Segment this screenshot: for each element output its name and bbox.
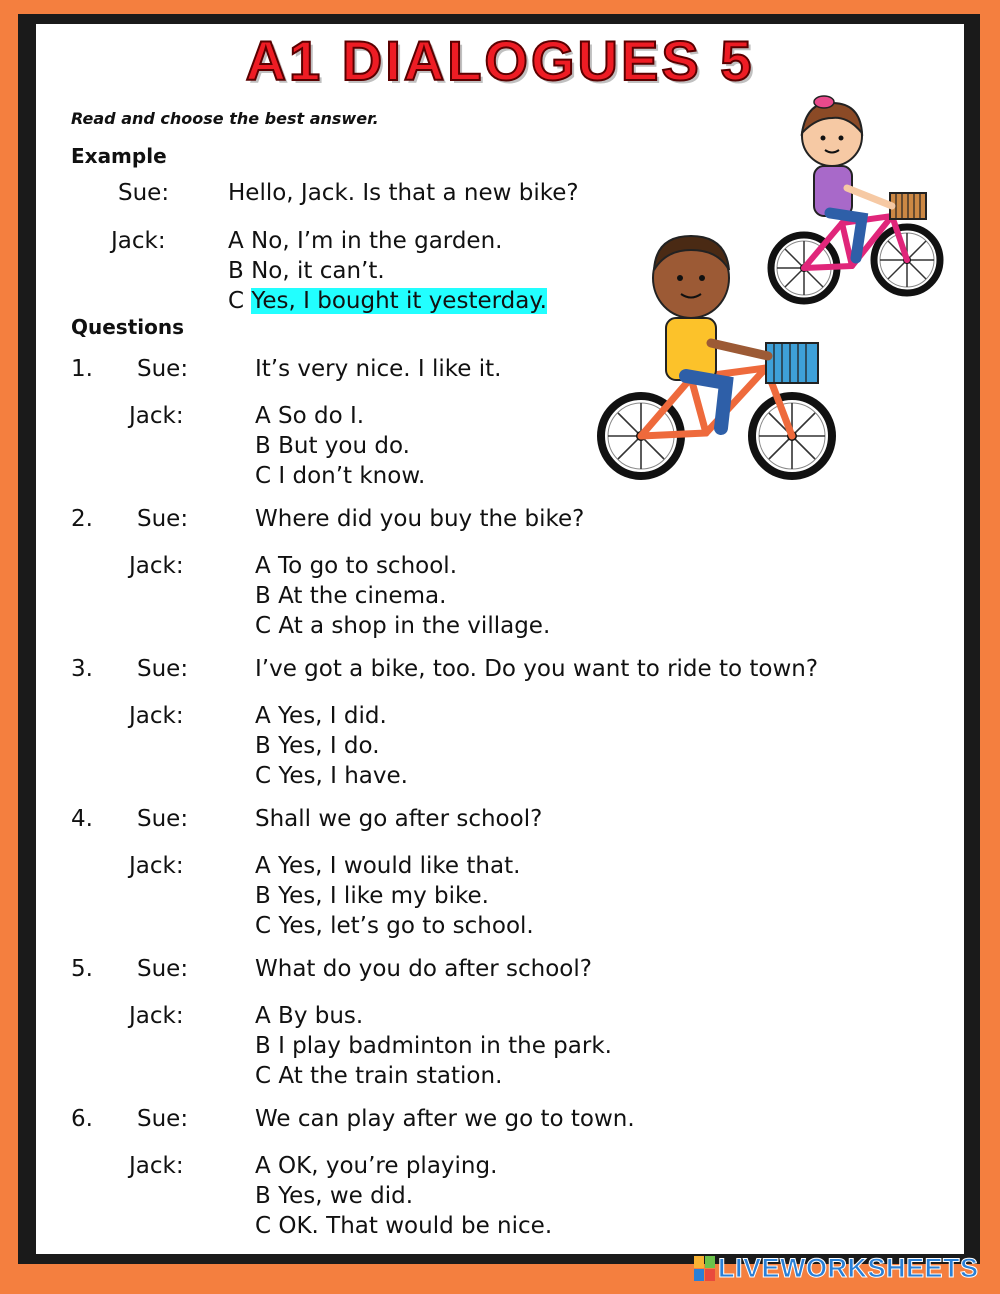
speaker-jack: Jack: <box>129 403 184 429</box>
example-option-a[interactable] <box>228 228 502 254</box>
speaker-jack: Jack: <box>129 553 184 579</box>
example-label: Example <box>71 144 167 168</box>
answer-option[interactable]: B Yes, we did. <box>255 1183 414 1209</box>
speaker-sue: Sue: <box>137 656 189 682</box>
questions-label: Questions <box>71 315 185 339</box>
worksheet-title: A1 DIALOGUES 5 <box>245 29 755 92</box>
example-option-b[interactable] <box>228 258 385 284</box>
answer-option[interactable]: A OK, you’re playing. <box>255 1153 498 1179</box>
question-line: We can play after we go to town. <box>255 1106 635 1132</box>
footer-brand[interactable] <box>688 1250 988 1286</box>
question-line: Where did you buy the bike? <box>255 506 585 532</box>
question-line: I’ve got a bike, too. Do you want to ride to town? <box>255 656 819 682</box>
liveworksheets-logo-icon <box>694 1256 716 1282</box>
answer-option[interactable]: C At a shop in the village. <box>255 613 551 639</box>
answer-option[interactable]: C Yes, I have. <box>255 763 408 789</box>
question-line: Shall we go after school? <box>255 806 543 832</box>
speaker-sue: Sue: <box>137 806 189 832</box>
answer-option[interactable]: C I don’t know. <box>255 463 426 489</box>
option-letter: A <box>228 228 244 254</box>
example-speaker-jack: Jack: <box>111 228 166 254</box>
answer-option[interactable]: B At the cinema. <box>255 583 447 609</box>
answer-option[interactable]: B I play badminton in the park. <box>255 1033 612 1059</box>
question-number: 5. <box>71 956 93 982</box>
option-letter: B <box>228 258 244 284</box>
boy-on-bike-illustration <box>596 228 841 488</box>
brand-name: LIVEWORKSHEETS <box>718 1253 979 1283</box>
speaker-sue: Sue: <box>137 356 189 382</box>
answer-option[interactable]: A By bus. <box>255 1003 364 1029</box>
instruction-text: Read and choose the best answer. <box>71 109 379 128</box>
answer-option[interactable]: B Yes, I do. <box>255 733 380 759</box>
option-text: No, it can’t. <box>251 258 385 284</box>
option-letter: C <box>228 288 245 314</box>
answer-option[interactable]: B Yes, I like my bike. <box>255 883 489 909</box>
speaker-jack: Jack: <box>129 703 184 729</box>
answer-option[interactable]: C At the train station. <box>255 1063 503 1089</box>
speaker-sue: Sue: <box>137 506 189 532</box>
question-number: 2. <box>71 506 93 532</box>
question-line: It’s very nice. I like it. <box>255 356 502 382</box>
answer-option[interactable]: C OK. That would be nice. <box>255 1213 553 1239</box>
example-option-c[interactable] <box>228 288 547 314</box>
answer-option[interactable]: A Yes, I did. <box>255 703 387 729</box>
answer-option[interactable]: B But you do. <box>255 433 410 459</box>
question-number: 1. <box>71 356 93 382</box>
speaker-sue: Sue: <box>137 956 189 982</box>
example-line: Hello, Jack. Is that a new bike? <box>228 180 579 206</box>
question-line: What do you do after school? <box>255 956 592 982</box>
answer-option[interactable]: C Yes, let’s go to school. <box>255 913 534 939</box>
example-speaker-sue: Sue: <box>118 180 170 206</box>
question-number: 4. <box>71 806 93 832</box>
speaker-sue: Sue: <box>137 1106 189 1132</box>
answer-option[interactable]: A To go to school. <box>255 553 458 579</box>
question-number: 6. <box>71 1106 93 1132</box>
speaker-jack: Jack: <box>129 1003 184 1029</box>
answer-option[interactable]: A Yes, I would like that. <box>255 853 521 879</box>
question-number: 3. <box>71 656 93 682</box>
option-text: No, I’m in the garden. <box>251 228 503 254</box>
speaker-jack: Jack: <box>129 853 184 879</box>
speaker-jack: Jack: <box>129 1153 184 1179</box>
answer-option[interactable]: A So do I. <box>255 403 365 429</box>
selected-answer-highlight: Yes, I bought it yesterday. <box>251 288 547 314</box>
